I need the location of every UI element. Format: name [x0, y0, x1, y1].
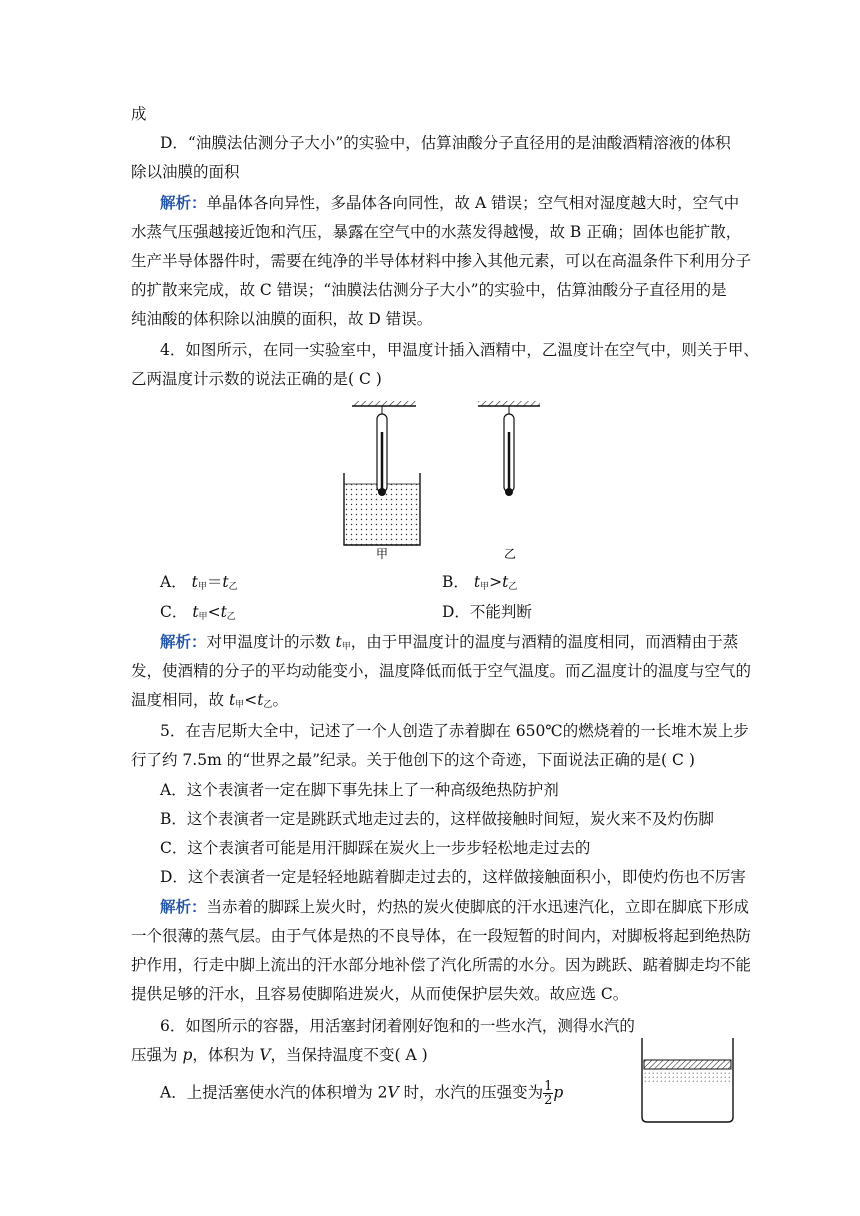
- text-line: D．“油膜法估测分子大小”的实验中，估算油酸分子直径用的是油酸酒精溶液的体积: [160, 134, 731, 152]
- option-a: A． $t_甲=t_乙$: [160, 573, 238, 592]
- text-line: 除以油膜的面积: [131, 163, 240, 181]
- analysis-line: 解析：当赤着的脚踩上炭火时，灼热的炭火使脚底的汗水迅速汽化，立即在脚底下形成: [160, 897, 750, 916]
- text-line: 成: [131, 105, 147, 123]
- label-jia: 甲: [376, 547, 389, 561]
- label-yi: 乙: [504, 547, 517, 561]
- text-line: 一个很薄的蒸气层。由于气体是热的不良导体，在一段短暂的时间内，对脚板将起到绝热防: [131, 927, 752, 945]
- analysis-label: 解析：: [160, 897, 207, 916]
- option-d: D．不能判断: [442, 603, 532, 621]
- analysis-line: [160, 193, 739, 213]
- option-c: C．这个表演者可能是用汗脚踩在炭火上一步步轻松地走过去的: [160, 839, 591, 857]
- text-line: 生产半导体器件时，需要在纯净的半导体材料中掺入其他元素，可以在高温条件下利用分子: [131, 252, 752, 270]
- option-b: B． $t_甲>t_乙$: [442, 573, 518, 592]
- text-line: 发，使酒精的分子的平均动能变小，温度降低而低于空气温度。而乙温度计的温度与空气的: [131, 662, 752, 680]
- analysis-label: 解析：: [160, 193, 207, 212]
- question-6-stem-cont: 压强为 p，体积为 V，当保持温度不变( A ): [131, 1046, 428, 1064]
- thermometer-figure: [340, 398, 540, 568]
- water-vapor: [644, 1070, 731, 1082]
- text-line: 水蒸气压强越接近饱和汽压，暴露在空气中的水蒸发得越慢，故 B 正确；固体也能扩散，: [131, 223, 742, 241]
- text-line: 纯油酸的体积除以油膜的面积，故 D 错误。: [131, 310, 433, 328]
- question-5-stem: 5．在吉尼斯大全中，记述了一个人创造了赤着脚在 650℃的燃烧着的一长堆木炭上步: [160, 722, 749, 740]
- text-line: 温度相同，故 $t_甲<t_乙$。: [131, 691, 288, 710]
- option-a: A．上提活塞使水汽的体积增为 2V 时，水汽的压强变为 $\frac{1}{2}$ p: [160, 1079, 564, 1108]
- text-line: 护作用，行走中脚上流出的汗水部分地补偿了汽化所需的水分。因为跳跃、踮着脚走均不能: [131, 956, 752, 974]
- question-6-stem: 6．如图所示的容器，用活塞封闭着刚好饱和的一些水汽，测得水汽的: [160, 1017, 635, 1035]
- option-a: A．这个表演者一定在脚下事先抹上了一种高级绝热防护剂: [160, 781, 559, 799]
- analysis-label: 解析：: [160, 632, 207, 651]
- analysis-line: 解析：对甲温度计的示数 $t_甲$，由于甲温度计的温度与酒精的温度相同，而酒精由于蒸: [160, 632, 739, 652]
- analysis-text: 单晶体各向异性，多晶体各向同性，故 A 错误；空气相对湿度越大时，空气中: [206, 194, 740, 212]
- option-d: D．这个表演者一定是轻轻地踮着脚走过去的，这样做接触面积小，即使灼伤也不厉害: [160, 868, 746, 886]
- piston: [644, 1060, 731, 1069]
- question-5-stem-cont: 行了约 7.5m 的“世界之最”纪录。关于他创下的这个奇迹，下面说法正确的是( C ): [131, 751, 695, 769]
- question-4-stem-cont: 乙两温度计示数的说法正确的是( C ): [131, 370, 382, 388]
- question-4-stem: 4．如图所示，在同一实验室中，甲温度计插入酒精中，乙温度计在空气中，则关于甲、: [160, 341, 759, 359]
- option-b: B．这个表演者一定是跳跃式地走过去的，这样做接触时间短，炭火来不及灼伤脚: [160, 810, 714, 828]
- fraction: $\frac{1}{2}$: [544, 1079, 553, 1108]
- piston-container-figure: [636, 1036, 736, 1126]
- text-line: 的扩散来完成，故 C 错误；“油膜法估测分子大小”的实验中，估算油酸分子直径用的是: [131, 281, 727, 299]
- text-line: 提供足够的汗水，且容易使脚陷进炭火，从而使保护层失效。故应选 C。: [131, 985, 629, 1003]
- option-c: C． $t_甲<t_乙$: [160, 603, 236, 622]
